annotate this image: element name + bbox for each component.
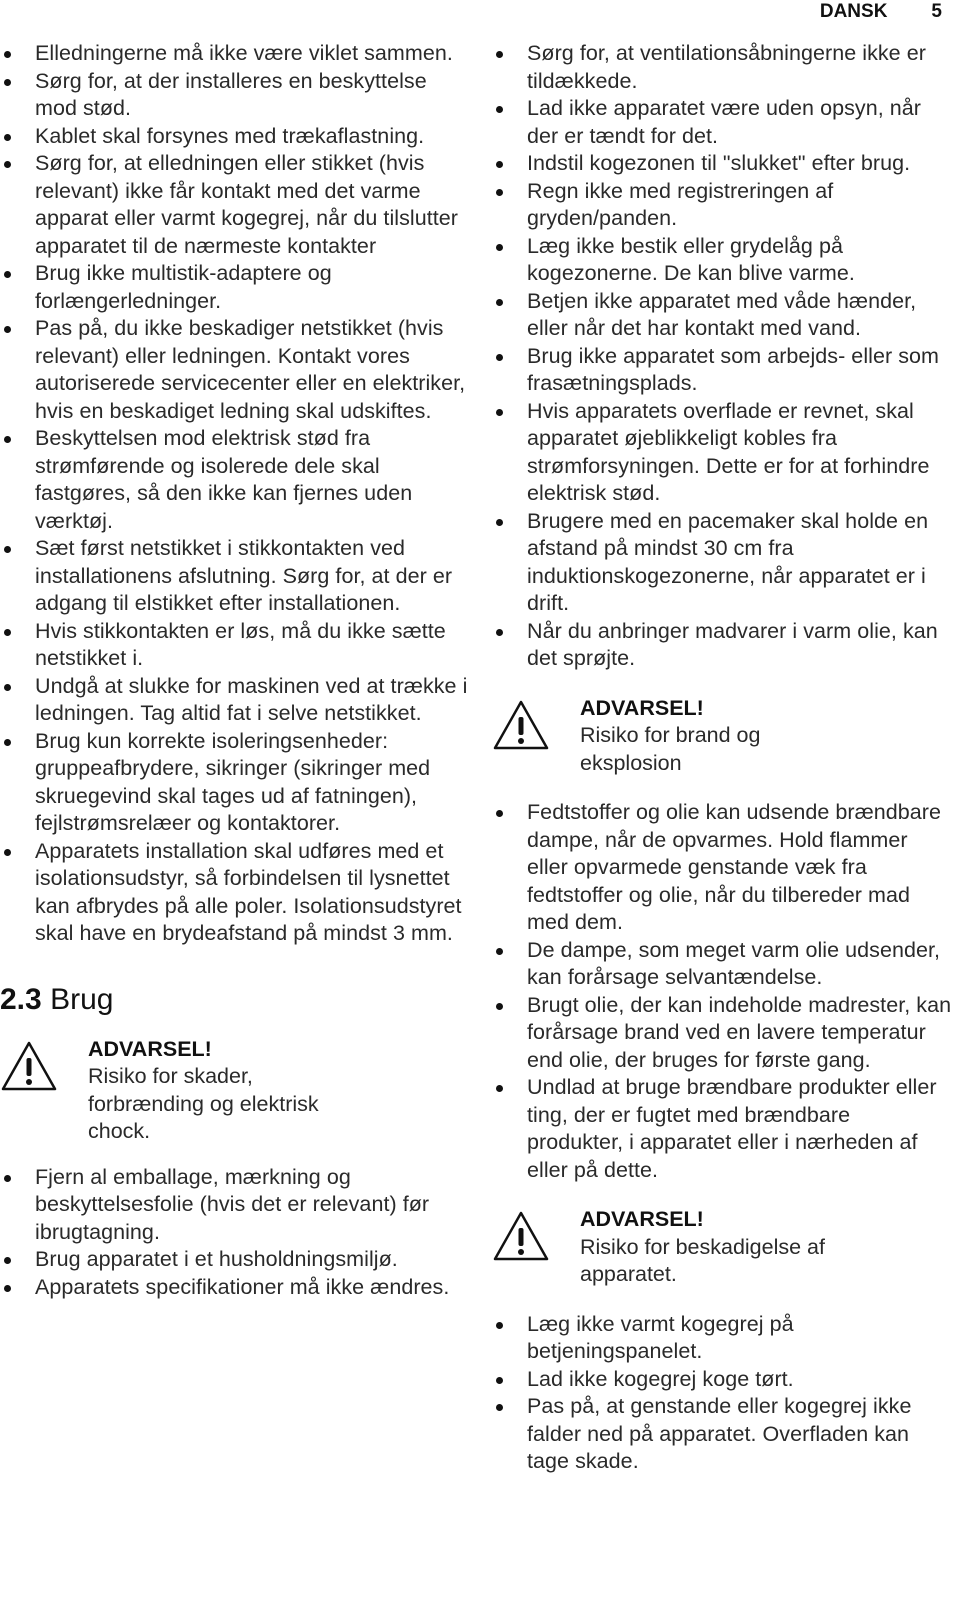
list-item: Brug ikke apparatet som arbejds- eller som frasætningsplads. [492,343,952,398]
warning-text: Risiko for skader, forbrænding og elektrisk chock. [88,1064,319,1143]
right-column [492,40,952,1476]
usage-list-continued [492,40,952,673]
list-item: Pas på, at genstande eller kogegrej ikke falder ned på apparatet. Overfladen kan tage skade. [492,1393,952,1476]
warning-title: ADVARSEL! [580,695,704,720]
warning-block [0,1036,470,1146]
list-item: Elledningerne må ikke være viklet sammen. [0,40,470,68]
warning-text: Risiko for beskadigelse af apparatet. [580,1234,825,1286]
list-item: Apparatets specifikationer må ikke ændres. [0,1274,470,1302]
list-item: Hvis apparatets overflade er revnet, skal apparatet øjeblikkeligt kobles fra strømforsyningen. Dette er for at forhindre elektrisk stød. [492,398,952,508]
list-item: Fjern al emballage, mærkning og beskyttelsesfolie (hvis det er relevant) før ibrugtagning. [0,1164,470,1247]
list-item: Når du anbringer madvarer i varm olie, kan det sprøjte. [492,618,952,673]
list-item: Indstil kogezonen til "slukket" efter brug. [492,150,952,178]
list-item: Hvis stikkontakten er løs, må du ikke sætte netstikket i. [0,618,470,673]
list-item: Brug apparatet i et husholdningsmiljø. [0,1246,470,1274]
list-item: Læg ikke varmt kogegrej på betjeningspanelet. [492,1311,952,1366]
list-item: Brugt olie, der kan indeholde madrester, kan forårsage brand ved en lavere temperatur end olie, der bruges for første gang. [492,992,952,1075]
page-number: 5 [931,1,942,22]
warning-title: ADVARSEL! [580,1207,704,1231]
oil-safety-list [492,799,952,1184]
list-item: Lad ikke apparatet være uden opsyn, når der er tændt for det. [492,95,952,150]
list-item: Brugere med en pacemaker skal holde en afstand på mindst 30 cm fra induktionskogezonerne, når apparatet er i drift. [492,508,952,618]
list-item: Brug ikke multistik-adaptere og forlængerledninger. [0,260,470,315]
language-label: DANSK [819,1,888,22]
page-header [820,0,942,24]
warning-block [492,695,952,778]
list-item: Undlad at bruge brændbare produkter eller ting, der er fugtet med brændbare produkter, i apparatet eller i nærheden af eller på dette. [492,1074,952,1184]
warning-triangle-icon [492,1210,550,1262]
warning-title: ADVARSEL! [88,1036,212,1061]
list-item: Kablet skal forsynes med trækaflastning. [0,123,470,151]
list-item: Apparatets installation skal udføres med et isolationsudstyr, så forbindelsen til lysnettet kan afbrydes på alle poler. Isolationsudstyret skal have en brydeafstand på mindst 3 mm. [0,838,470,948]
list-item: Regn ikke med registreringen af gryden/panden. [492,178,952,233]
list-item: Sørg for, at ventilationsåbningerne ikke er tildækkede. [492,40,952,95]
usage-list [0,1164,470,1302]
list-item: Pas på, du ikke beskadiger netstikket (hvis relevant) eller ledningen. Kontakt vores autoriserede servicecenter eller en elektriker, hvis en beskadiget ledning skal udskiftes. [0,315,470,425]
warning-triangle-icon [0,1040,58,1092]
section-heading [0,982,470,1018]
list-item: Betjen ikke apparatet med våde hænder, eller når det har kontakt med vand. [492,288,952,343]
list-item: Sæt først netstikket i stikkontakten ved installationens afslutning. Sørg for, at der er adgang til elstikket efter installationen. [0,535,470,618]
warning-block [492,1206,952,1289]
list-item: Sørg for, at elledningen eller stikket (hvis relevant) ikke får kontakt med det varme apparat eller varmt kogegrej, når du tilslutter apparatet til de nærmeste kontakter [0,150,470,260]
list-item: Fedtstoffer og olie kan udsende brændbare dampe, når de opvarmes. Hold flammer eller opvarmede genstande væk fra fedtstoffer og olie, når du tilbereder mad med dem. [492,799,952,937]
list-item: Læg ikke bestik eller grydelåg på kogezonerne. De kan blive varme. [492,233,952,288]
warning-triangle-icon [492,699,550,751]
installation-list [0,40,470,948]
warning-text: Risiko for brand og eksplosion [580,723,761,775]
list-item: Brug kun korrekte isoleringsenheder: gruppeafbrydere, sikringer (sikringer med skruegevind skal tages ud af fatningen), fejlstrømsrelæer og kontaktorer. [0,728,470,838]
list-item: De dampe, som meget varm olie udsender, kan forårsage selvantændelse. [492,937,952,992]
list-item: Beskyttelsen mod elektrisk stød fra strømførende og isolerede dele skal fastgøres, så den ikke kan fjernes uden værktøj. [0,425,470,535]
list-item: Undgå at slukke for maskinen ved at trække i ledningen. Tag altid fat i selve netstikket. [0,673,470,728]
appliance-care-list [492,1311,952,1476]
left-column [0,40,470,1301]
list-item: Sørg for, at der installeres en beskyttelse mod stød. [0,68,470,123]
section-title: Brug [50,982,114,1016]
section-number: 2.3 [0,982,42,1016]
list-item: Lad ikke kogegrej koge tørt. [492,1366,952,1394]
